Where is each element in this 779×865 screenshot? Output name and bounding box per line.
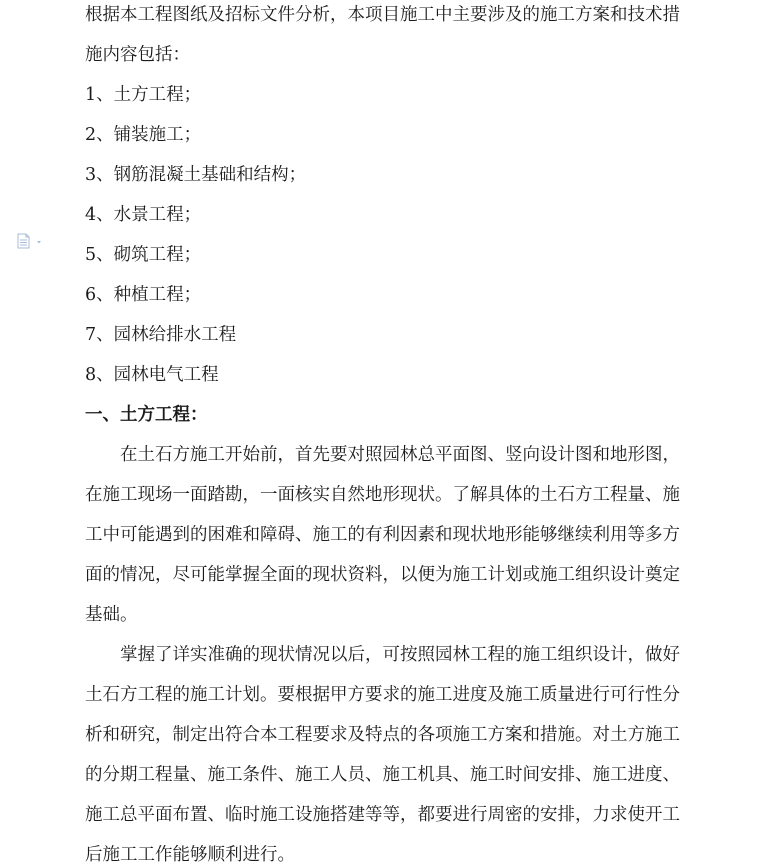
paragraph-line: 在施工现场一面踏勘，一面核实自然地形现状。了解具体的土石方工程量、施 (85, 485, 680, 505)
chevron-down-icon (37, 241, 41, 244)
list-item: 2、铺装施工； (85, 125, 202, 145)
paragraph-line: 后施工工作能够顺利进行。 (85, 845, 295, 865)
list-item: 6、种植工程； (85, 285, 202, 305)
paragraph-line: 施工总平面布置、临时施工设施搭建等等，都要进行周密的安排，力求使开工 (85, 805, 680, 825)
paragraph-line: 基础。 (85, 605, 138, 625)
paragraph-line: 的分期工程量、施工条件、施工人员、施工机具、施工时间安排、施工进度、 (85, 765, 680, 785)
paragraph-line: 析和研究，制定出符合本工程要求及特点的各项施工方案和措施。对土方施工 (85, 725, 680, 745)
paragraph-line: 掌握了详实准确的现状情况以后，可按照园林工程的施工组织设计，做好 (120, 645, 680, 665)
intro-line: 根据本工程图纸及招标文件分析，本项目施工中主要涉及的施工方案和技术措 (85, 5, 680, 25)
list-item: 1、土方工程； (85, 85, 202, 105)
paragraph-line: 土石方工程的施工计划。要根据甲方要求的施工进度及施工质量进行可行性分 (85, 685, 680, 705)
list-item: 7、园林给排水工程 (85, 325, 237, 345)
paragraph-options-button[interactable] (17, 233, 45, 249)
list-item: 4、水景工程； (85, 205, 202, 225)
paragraph-line: 在土石方施工开始前，首先要对照园林总平面图、竖向设计图和地形图， (120, 445, 680, 465)
list-item: 8、园林电气工程 (85, 365, 219, 385)
paragraph-line: 工中可能遇到的困难和障碍、施工的有利因素和现状地形能够继续利用等多方 (85, 525, 680, 545)
list-item: 3、钢筋混凝土基础和结构； (85, 165, 307, 185)
document-body (85, 0, 717, 865)
document-icon (17, 233, 45, 249)
list-item: 5、砌筑工程； (85, 245, 202, 265)
section-heading: 一、土方工程： (85, 405, 208, 425)
paragraph-line: 面的情况，尽可能掌握全面的现状资料，以便为施工计划或施工组织设计奠定 (85, 565, 680, 585)
intro-line: 施内容包括： (85, 45, 190, 65)
